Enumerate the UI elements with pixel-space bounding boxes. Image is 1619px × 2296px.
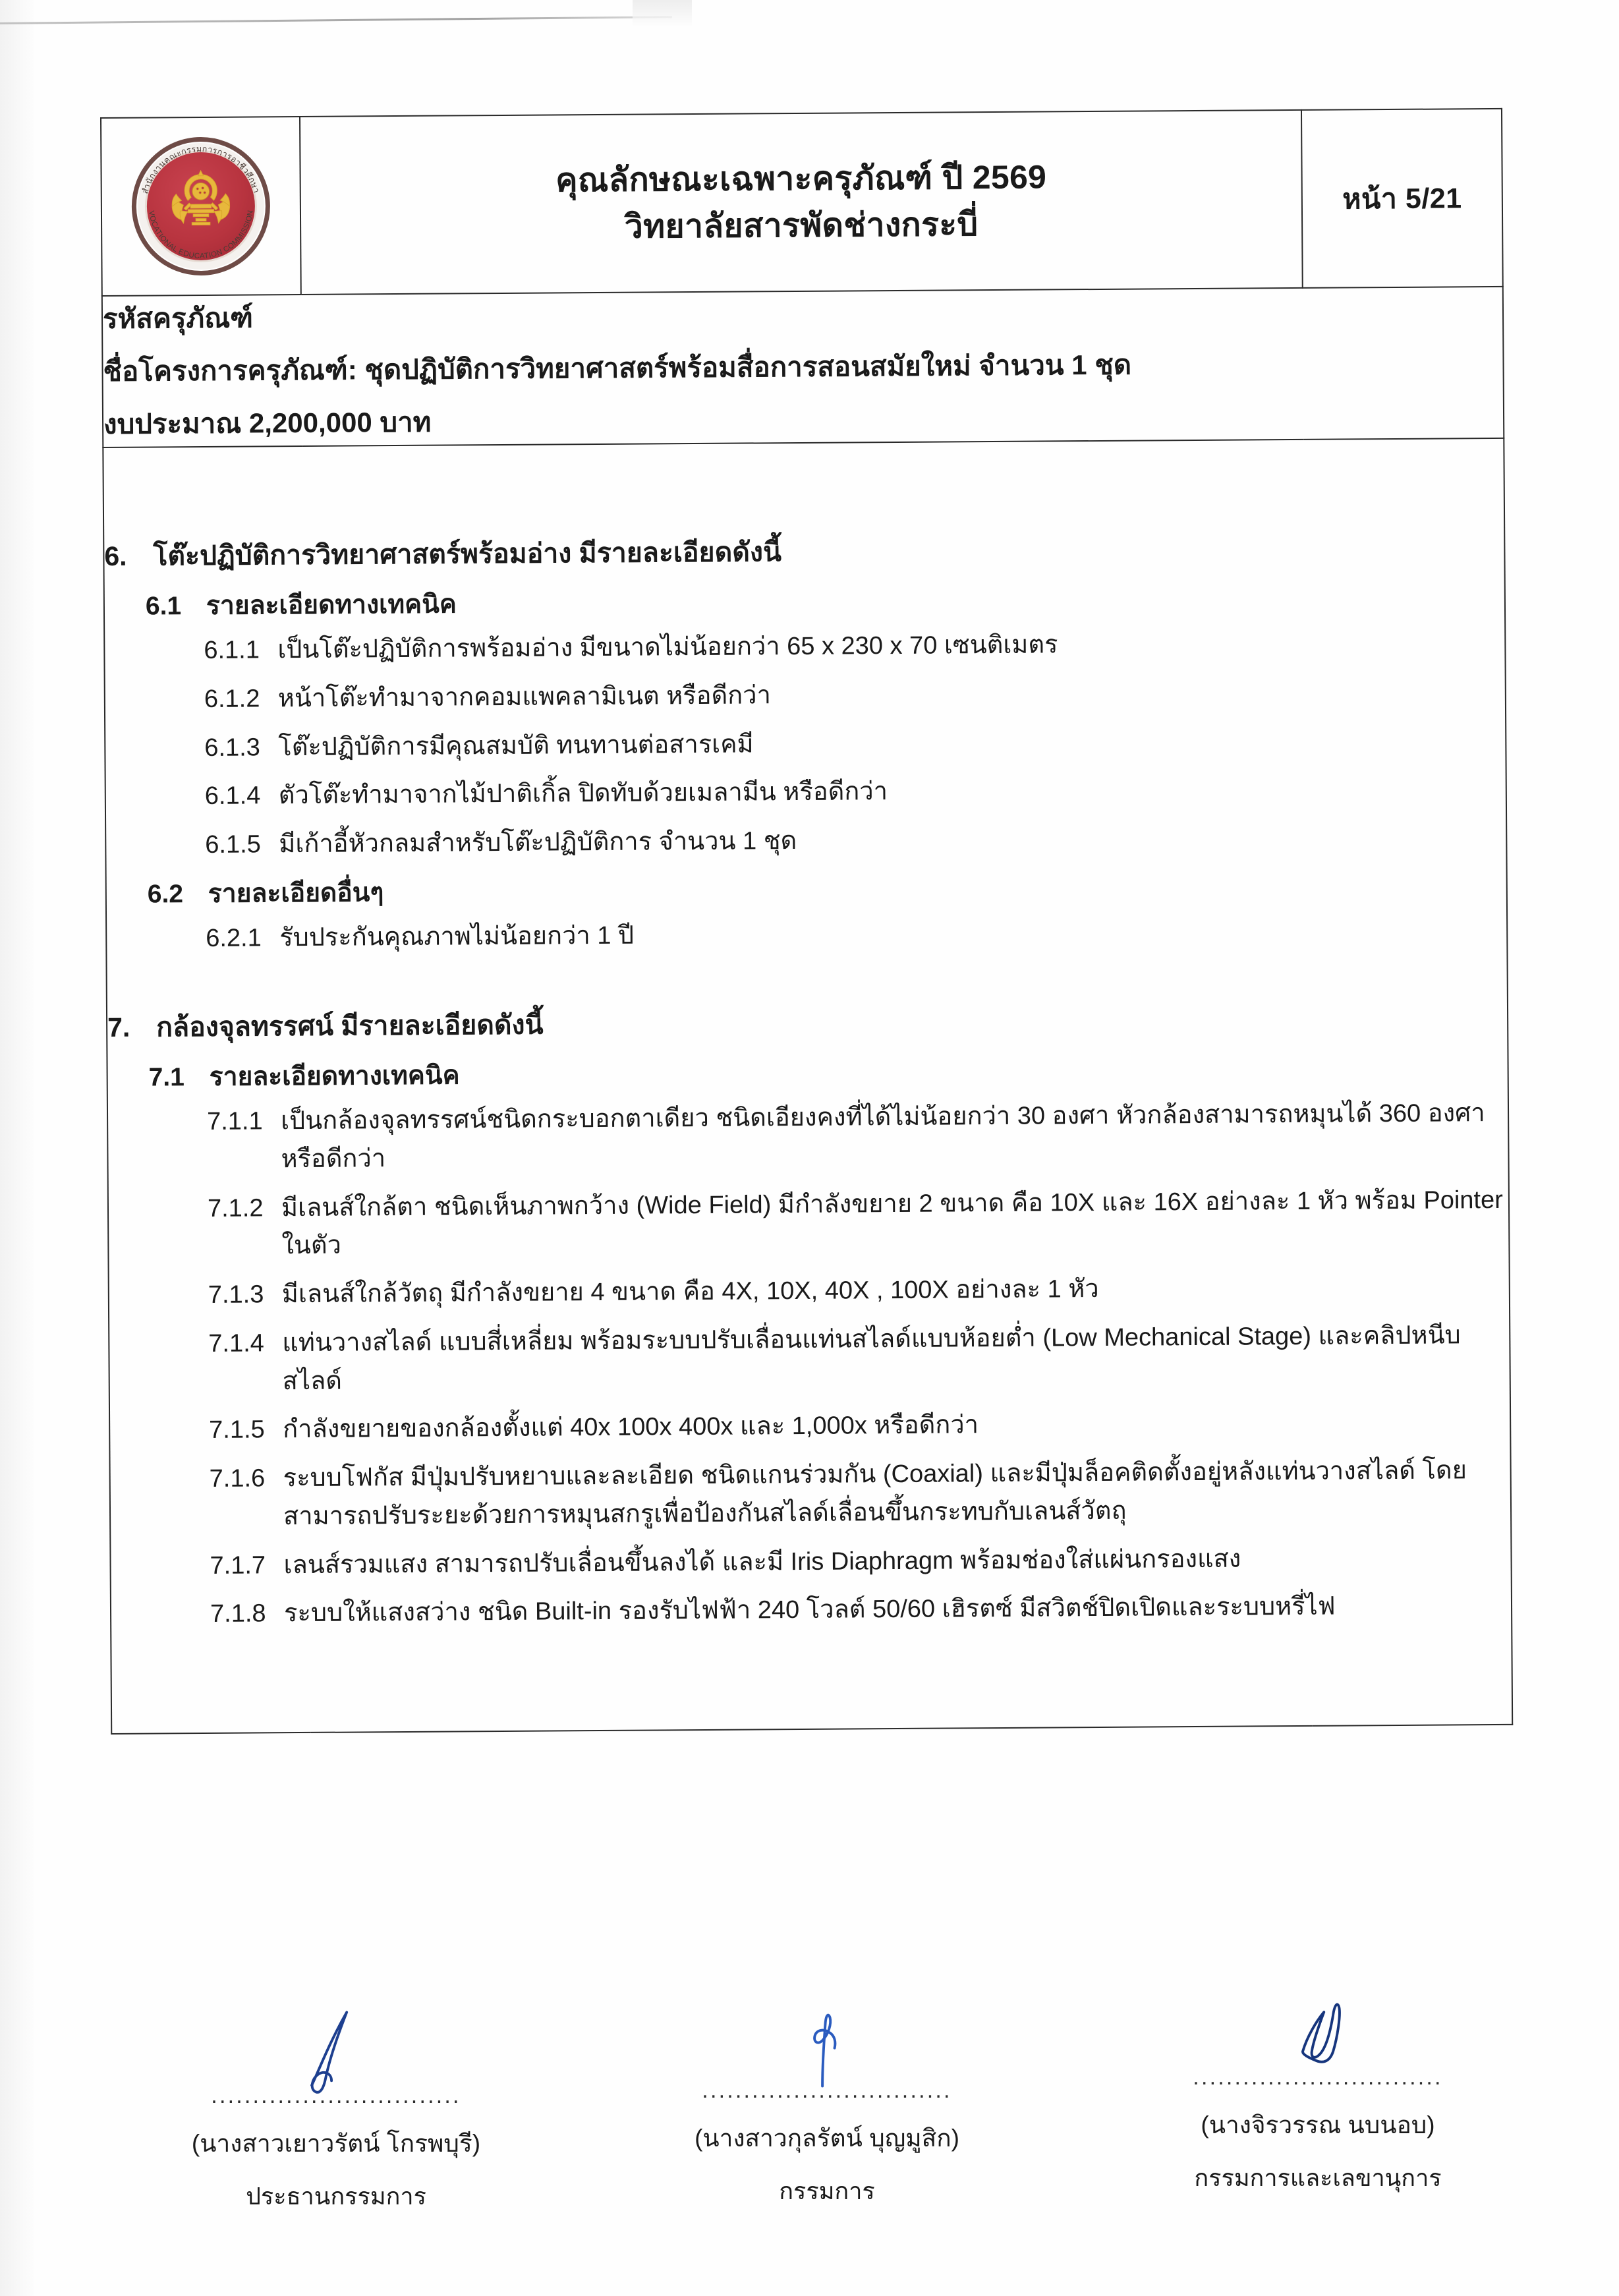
spec-item-text: ระบบโฟกัส มีปุ่มปรับหยาบและละเอียด ชนิดแกนร่วมกัน (Coaxial) และมีปุ่มล็อคติดตั้งอยู่หลังแท่นวางสไลด์ โดยสามารถปรับระยะด้วยการหมุนสกรูเพื่อป้องกันสไลด์เลื่อนขึ้นกระทบกับเลนส์วัตถุ (283, 1456, 1467, 1531)
spec-item (205, 769, 1506, 816)
spec-item-number: 6.1.5 (205, 830, 261, 859)
spec-section (107, 998, 1511, 1634)
spec-item-number: 6.1.1 (204, 636, 260, 665)
spec-item (204, 672, 1505, 719)
spec-item-text: มีเลนส์ใกล้ตา ชนิดเห็นภาพกว้าง (Wide Field) มีกำลังขยาย 2 ขนาด คือ 10X และ 16X อย่างละ 1 หัว พร้อม Pointer ในตัว (281, 1186, 1503, 1260)
spec-item (206, 911, 1506, 958)
spec-item (210, 1587, 1511, 1634)
document-frame (100, 108, 1513, 1735)
spec-item-number: 7.1.6 (209, 1464, 266, 1493)
subheader-row (102, 287, 1504, 447)
spec-item-text: โต๊ะปฏิบัติการมีคุณสมบัติ ทนทานต่อสารเคมี (278, 730, 754, 761)
subsection-number: 7.1 (148, 1062, 185, 1092)
spec-item-text: ระบบให้แสงสว่าง ชนิด Built-in รองรับไฟฟ้า 240 โวลต์ 50/60 เฮิรตซ์ มีสวิตช์ปิดเปิดและระบบหรี่ไฟ (283, 1592, 1336, 1628)
signature-dotted-line: .............................. (702, 2079, 952, 2102)
spec-item (207, 1095, 1508, 1180)
title-cell (300, 110, 1303, 295)
royal-emblem-icon (161, 165, 240, 243)
signature-dotted-line: .............................. (1193, 2066, 1443, 2088)
scan-smudge-artifact (633, 0, 692, 26)
signer-role: กรรมการและเลขานุการ (1194, 2164, 1442, 2191)
signer-name: (นางสาวเยาวรัตน์ โกรพบุรี) (191, 2130, 481, 2157)
subsection-title: รายละเอียดทางเทคนิค (209, 1061, 460, 1091)
spec-item-number: 7.1.7 (210, 1551, 266, 1580)
subsection-heading (148, 867, 1506, 914)
signer-role: ประธานกรรมการ (246, 2183, 426, 2210)
section-title: กล้องจุลทรรศน์ มีรายละเอียดดังนี้ (156, 1009, 544, 1043)
section-number: 7. (107, 1012, 130, 1043)
spec-item-text: แท่นวางสไลด์ แบบสี่เหลี่ยม พร้อมระบบปรับเลื่อนแท่นสไลด์แบบห้อยต่ำ (Low Mechanical Stage) และคลิปหนีบสไลด์ (282, 1321, 1461, 1395)
spec-item-number: 7.1.2 (207, 1193, 264, 1222)
spec-item (204, 623, 1504, 670)
specification-list (104, 527, 1511, 1634)
spec-item-number: 7.1.8 (210, 1599, 266, 1628)
spec-item (208, 1268, 1509, 1315)
handwritten-signature-icon (623, 1980, 1031, 2079)
spec-item (205, 818, 1506, 865)
subsection-number: 6.1 (145, 591, 182, 621)
budget-label: งบประมาณ 2,200,000 บาท (103, 406, 432, 440)
spec-item (208, 1317, 1510, 1402)
signature-block (132, 1967, 1522, 2215)
spec-item-text: กำลังขยายของกล้องตั้งแต่ 40x 100x 400x และ 1,000x หรือดีกว่า (283, 1411, 979, 1444)
scan-top-edge-artifact (0, 16, 672, 24)
spec-item-text: เลนส์รวมแสง สามารถปรับเลื่อนขึ้นลงได้ และมี Iris Diaphragm พร้อมช่องใส่แผ่นกรองแสง (283, 1545, 1241, 1579)
spec-item-text: เป็นกล้องจุลทรรศน์ชนิดกระบอกตาเดียว ชนิดเอียงคงที่ได้ไม่น้อยกว่า 30 องศา หัวกล้องสามารถหมุนได้ 360 องศา หรือดีกว่า (280, 1099, 1485, 1174)
spec-item-text: รับประกันคุณภาพไม่น้อยกว่า 1 ปี (279, 921, 635, 952)
subsection-heading (148, 1049, 1507, 1097)
vocational-education-commission-seal-icon (131, 136, 270, 275)
spec-item-text: ตัวโต๊ะทำมาจากไม้ปาติเกิ้ล ปิดทับด้วยเมลามีน หรือดีกว่า (278, 778, 888, 810)
spec-item (210, 1538, 1510, 1585)
spec-item-number: 7.1.3 (208, 1280, 264, 1309)
spec-item-number: 7.1.4 (208, 1329, 265, 1358)
asset-code-label: รหัสครุภัณฑ์ (102, 302, 254, 334)
subsection-number: 6.2 (147, 880, 184, 909)
signature-column (132, 1986, 540, 2215)
subsection-title: รายละเอียดทางเทคนิค (206, 590, 457, 620)
handwritten-signature-icon (132, 1986, 540, 2084)
page-title-line2: วิทยาลัยสารพัดช่างกระบี่ (624, 206, 979, 245)
spec-item-number: 6.1.3 (204, 733, 261, 762)
subheader-cell (102, 287, 1504, 447)
signature-dotted-line: .............................. (211, 2084, 461, 2107)
page-title-line1: คุณลักษณะเฉพาะครุภัณฑ์ ปี 2569 (555, 158, 1047, 199)
spec-item-text: หน้าโต๊ะทำมาจากคอมแพคลามิเนต หรือดีกว่า (277, 681, 771, 713)
spec-item-number: 6.2.1 (206, 924, 262, 953)
spec-item-text: มีเก้าอี้หัวกลมสำหรับโต๊ะปฏิบัติการ จำนวน 1 ชุด (279, 827, 797, 859)
spec-item-number: 7.1.1 (206, 1107, 263, 1136)
signature-column (1114, 1967, 1522, 2215)
section-title: โต๊ะปฏิบัติการวิทยาศาสตร์พร้อมอ่าง มีรายละเอียดดังนี้ (153, 536, 782, 571)
spec-item-number: 6.1.4 (204, 782, 261, 811)
document-table (100, 108, 1513, 1735)
signer-role: กรรมการ (779, 2177, 875, 2204)
spec-item (208, 1181, 1509, 1266)
page-number-cell (1301, 109, 1503, 288)
spec-item (204, 720, 1505, 767)
spec-section (104, 527, 1506, 959)
spec-item (209, 1403, 1510, 1450)
section-number: 6. (104, 540, 127, 572)
scan-left-margin (0, 0, 34, 2296)
logo-cell (101, 117, 301, 296)
project-name-label: ชื่อโครงการครุภัณฑ์: ชุดปฏิบัติการวิทยาศาสตร์พร้อมสื่อการสอนสมัยใหม่ จำนวน 1 ชุด (103, 349, 1132, 387)
spec-item-text: มีเลนส์ใกล้วัตถุ มีกำลังขยาย 4 ขนาด คือ 4X, 10X, 40X , 100X อย่างละ 1 หัว (281, 1275, 1099, 1309)
seal-thai-label: สำนักงานคณะกรรมการการอาชีวศึกษา (140, 144, 262, 195)
handwritten-signature-icon (1114, 1967, 1522, 2066)
page-number-label: หน้า 5/21 (1342, 183, 1462, 215)
section-heading (107, 998, 1507, 1048)
section-heading (104, 527, 1504, 577)
signature-column (623, 1980, 1031, 2215)
body-row (103, 438, 1512, 1734)
spec-item-number: 7.1.5 (209, 1416, 265, 1445)
spec-item (210, 1452, 1511, 1537)
seal-english-label: VOCATIONAL EDUCATION COMMISSION (147, 209, 255, 261)
spec-item-text: เป็นโต๊ะปฏิบัติการพร้อมอ่าง มีขนาดไม่น้อยกว่า 65 x 230 x 70 เซนติเมตร (277, 631, 1058, 664)
specification-body-cell (103, 438, 1512, 1734)
subsection-title: รายละเอียดอื่นๆ (208, 878, 384, 908)
header-row (101, 109, 1503, 296)
spec-item-number: 6.1.2 (204, 685, 260, 713)
subsection-heading (146, 578, 1504, 625)
signer-name: (นางสาวกุลรัตน์ บุญมูสิก) (695, 2125, 959, 2152)
signer-name: (นางจิรวรรณ นบนอบ) (1201, 2111, 1435, 2138)
